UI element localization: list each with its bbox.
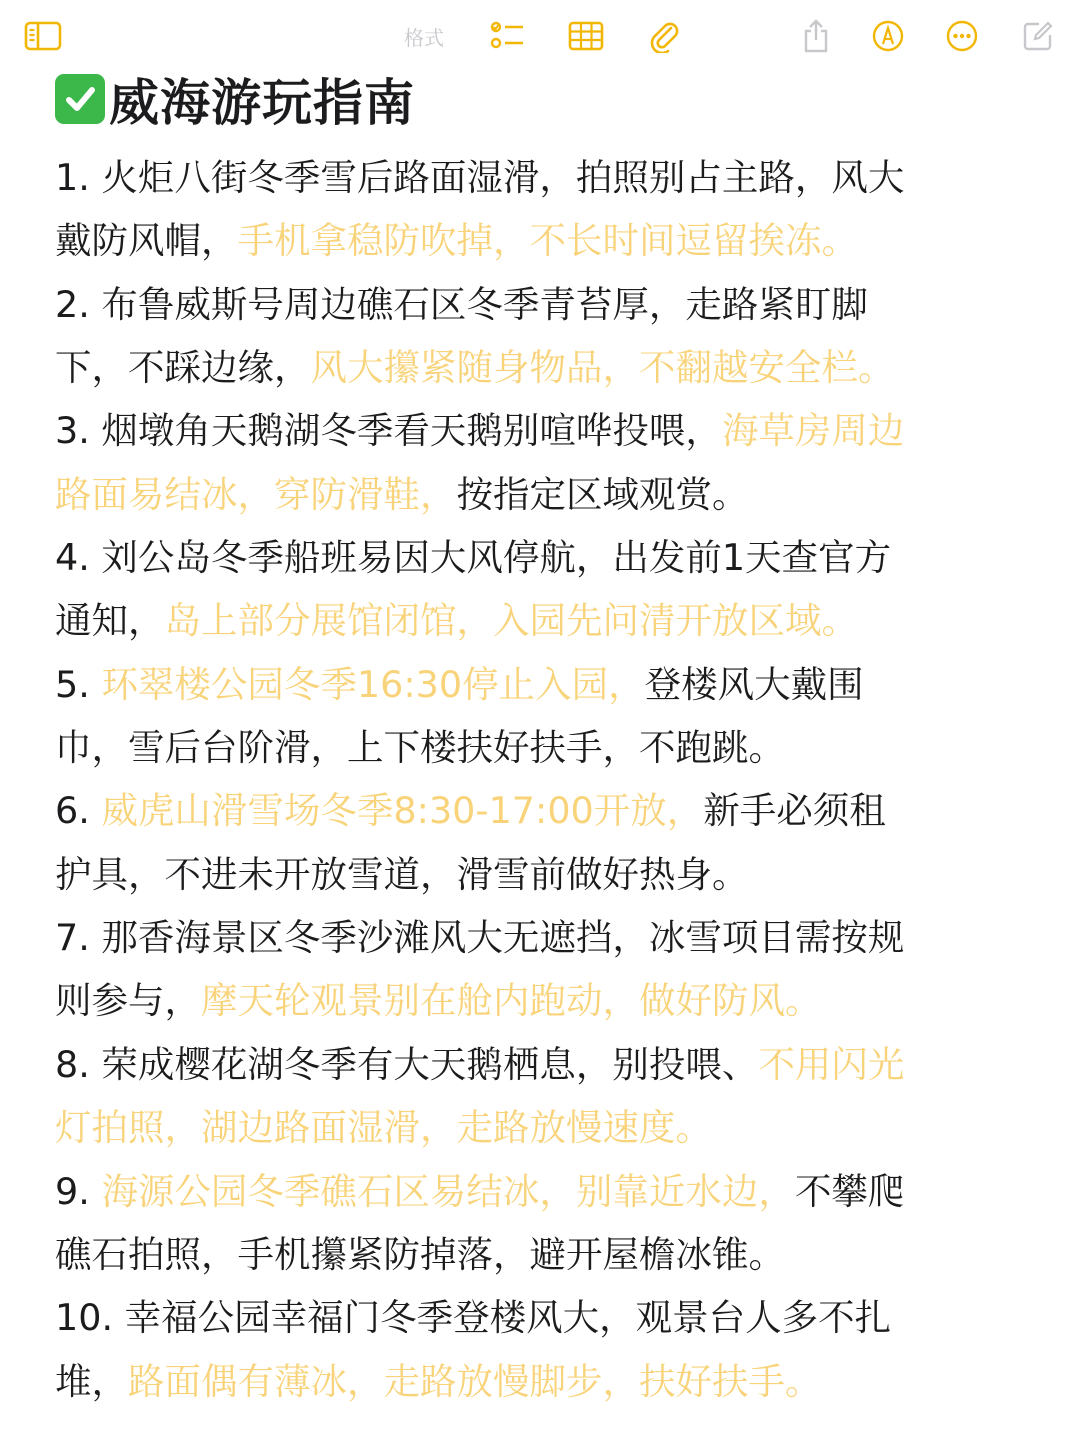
note-line: [55, 969, 1035, 1032]
line-text: 4. 刘公岛冬季船班易因大风停航，出发前1天查官方: [55, 536, 892, 580]
note-line: [55, 589, 1035, 652]
line-text: 10. 幸福公园幸福门冬季登楼风大，观景台人多不扎: [55, 1296, 892, 1340]
note-line: [55, 1033, 1035, 1096]
highlighted-text: 不用闪光: [758, 1042, 905, 1086]
note-line: [55, 336, 1035, 399]
note-line: [55, 463, 1035, 526]
note-title[interactable]: [55, 66, 415, 132]
check-mark-button-icon: [55, 74, 105, 124]
highlighted-text: 手机拿稳防吹掉，不长时间逗留挨冻。: [237, 219, 858, 263]
note-line: [55, 653, 1035, 716]
line-text: 护具，不进未开放雪道，滑雪前做好热身。: [55, 852, 749, 896]
line-text: 8. 荣成樱花湖冬季有大天鹅栖息，别投喂、: [55, 1042, 759, 1086]
highlighted-text: 风大攥紧随身物品，不翻越安全栏。: [310, 346, 895, 390]
line-text: 不攀爬: [794, 1169, 905, 1213]
line-text: 新手必须租: [703, 789, 886, 833]
line-text: 戴防风帽，: [55, 219, 238, 263]
highlighted-text: 海源公园冬季礁石区易结冰，别靠近水边，: [101, 1169, 795, 1213]
line-text: 通知，: [55, 599, 165, 643]
note-line: [55, 1223, 1035, 1286]
note-line: [55, 1286, 1035, 1349]
share-icon[interactable]: [796, 14, 836, 58]
format-button[interactable]: [396, 14, 452, 58]
line-text: 登楼风大戴围: [644, 662, 864, 706]
checklist-icon[interactable]: [486, 14, 530, 58]
line-text: 礁石拍照，手机攥紧防掉落，避开屋檐冰锥。: [55, 1232, 785, 1276]
note-line: [55, 209, 1035, 272]
line-text: 则参与，: [55, 979, 201, 1023]
line-text: 6.: [55, 789, 102, 833]
note-line: [55, 779, 1035, 842]
highlighted-text: 路面易结冰，穿防滑鞋，: [55, 472, 457, 516]
note-line: [55, 1350, 1035, 1413]
note-line: [55, 526, 1035, 589]
line-text: 2. 布鲁威斯号周边礁石区冬季青苔厚，走路紧盯脚: [55, 282, 868, 326]
note-line: [55, 399, 1035, 462]
highlighted-text: 路面偶有薄冰，走路放慢脚步，扶好扶手。: [128, 1359, 822, 1403]
more-icon[interactable]: [940, 14, 984, 58]
compose-icon[interactable]: [1018, 14, 1058, 58]
line-text: 3. 烟墩角天鹅湖冬季看天鹅别喧哗投喂，: [55, 409, 722, 453]
note-toolbar: [0, 0, 1080, 72]
line-text: 5.: [55, 662, 102, 706]
note-line: [55, 1096, 1035, 1159]
line-text: 堆，: [55, 1359, 128, 1403]
line-text: 1. 火炬八街冬季雪后路面湿滑，拍照别占主路，风大: [55, 156, 905, 199]
line-text: 按指定区域观赏。: [456, 472, 749, 516]
highlighted-text: 摩天轮观景别在舱内跑动，做好防风。: [201, 979, 822, 1023]
sidebar-icon[interactable]: [22, 14, 64, 58]
table-icon[interactable]: [564, 14, 608, 58]
note-line: [55, 146, 1035, 209]
line-text: 7. 那香海景区冬季沙滩风大无遮挡，冰雪项目需按规: [55, 916, 905, 960]
note-line: [55, 716, 1035, 779]
format-label: 格式: [404, 25, 444, 50]
highlighted-text: 环翠楼公园冬季16:30停止入园，: [101, 662, 645, 706]
note-body[interactable]: [55, 146, 1035, 1413]
line-text: 巾，雪后台阶滑，上下楼扶好扶手，不跑跳。: [55, 726, 785, 770]
highlighted-text: 岛上部分展馆闭馆，入园先问清开放区域。: [164, 599, 858, 643]
note-line: [55, 906, 1035, 969]
highlighted-text: 灯拍照，湖边路面湿滑，走路放慢速度。: [55, 1106, 712, 1150]
note-line: [55, 273, 1035, 336]
line-text: 下，不踩边缘，: [55, 346, 311, 390]
note-line: [55, 843, 1035, 906]
markup-icon[interactable]: [866, 14, 910, 58]
line-text: 9.: [55, 1169, 102, 1213]
highlighted-text: 海草房周边: [721, 409, 905, 453]
highlighted-text: 威虎山滑雪场冬季8:30-17:00开放，: [101, 789, 704, 833]
attachment-icon[interactable]: [642, 14, 686, 58]
note-title-text: 威海游玩指南: [109, 74, 415, 132]
note-line: [55, 1160, 1035, 1223]
